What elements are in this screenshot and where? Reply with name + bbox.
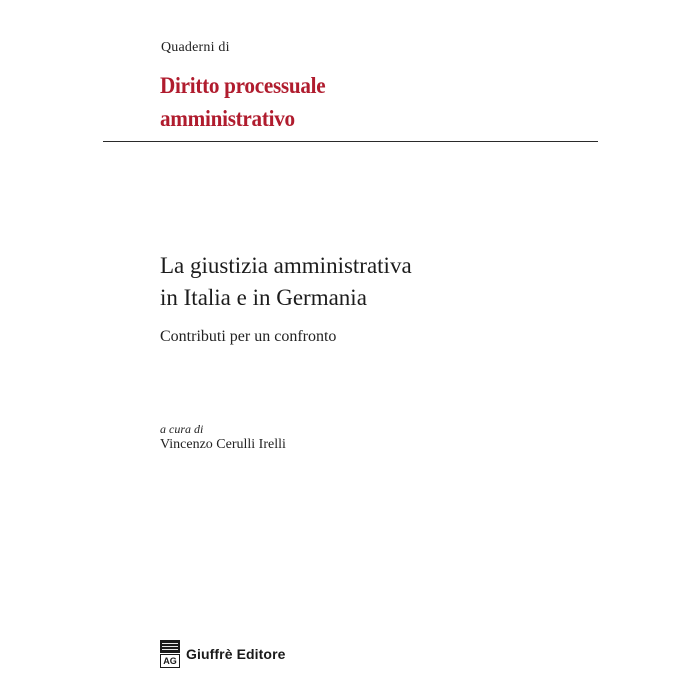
- series-title: [160, 69, 381, 135]
- book-title-line-2: in Italia e in Germania: [160, 285, 367, 310]
- header-divider: [103, 141, 598, 142]
- logo-monogram: AG: [160, 654, 180, 668]
- series-title-line-1: Diritto processuale: [160, 73, 326, 98]
- book-title-line-1: La giustizia amministrativa: [160, 253, 412, 278]
- editor-name: Vincenzo Cerulli Irelli: [160, 437, 286, 452]
- series-label: Quaderni di: [161, 40, 230, 55]
- book-title: [160, 250, 412, 314]
- publisher: [160, 640, 286, 668]
- series-title-line-2: amministrativo: [160, 106, 295, 131]
- giuffre-logo-icon: [160, 640, 180, 668]
- editor-label: a cura di: [160, 422, 204, 436]
- publisher-name: Giuffrè Editore: [186, 646, 286, 662]
- book-subtitle: Contributi per un confronto: [160, 328, 337, 345]
